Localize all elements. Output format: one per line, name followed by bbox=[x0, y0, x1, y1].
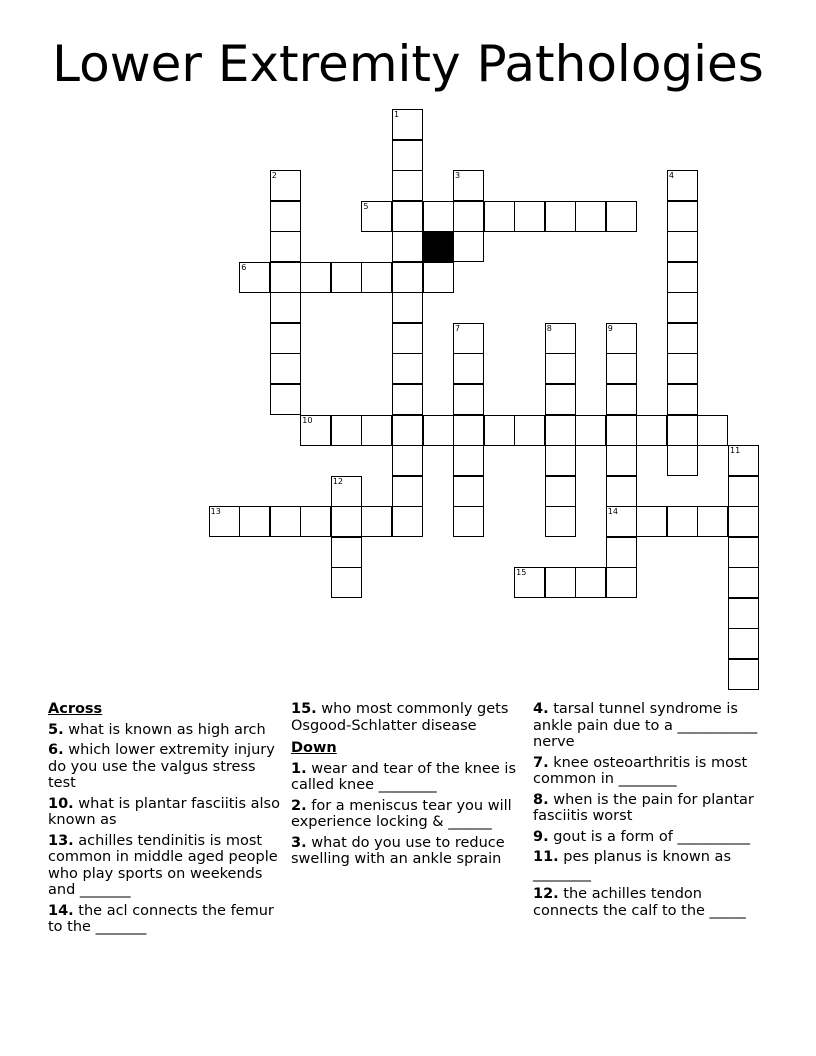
grid-cell[interactable] bbox=[514, 201, 545, 232]
grid-cell[interactable] bbox=[484, 415, 515, 446]
grid-cell[interactable] bbox=[453, 231, 484, 262]
grid-cell[interactable] bbox=[545, 353, 576, 384]
grid-cell[interactable] bbox=[606, 537, 637, 568]
blocked-cell bbox=[423, 231, 454, 262]
cell-number: 11 bbox=[730, 446, 741, 456]
grid-cell[interactable] bbox=[423, 415, 454, 446]
grid-cell[interactable] bbox=[392, 476, 423, 507]
cell-number: 9 bbox=[607, 323, 613, 333]
cell-number: 14 bbox=[607, 507, 618, 517]
grid-cell[interactable] bbox=[667, 353, 698, 384]
clue-down-4 bbox=[533, 701, 765, 751]
grid-cell[interactable] bbox=[300, 506, 331, 537]
clue-down-7 bbox=[533, 755, 765, 788]
grid-cell[interactable] bbox=[606, 323, 637, 354]
grid-cell[interactable] bbox=[575, 201, 606, 232]
clue-text: for a meniscus tear you will experience locking & ______ bbox=[291, 797, 512, 830]
grid-cell[interactable] bbox=[667, 292, 698, 323]
clue-number: 6. bbox=[48, 742, 64, 758]
grid-cell[interactable] bbox=[545, 567, 576, 598]
clues-column-1 bbox=[48, 701, 280, 940]
clue-across-15 bbox=[291, 701, 523, 734]
grid-cell[interactable] bbox=[606, 353, 637, 384]
grid-cell[interactable] bbox=[545, 506, 576, 537]
grid-cell[interactable] bbox=[545, 323, 576, 354]
grid-cell[interactable] bbox=[392, 353, 423, 384]
clue-text: when is the pain for plantar fasciitis worst bbox=[533, 791, 754, 824]
grid-cell[interactable] bbox=[270, 384, 301, 415]
clue-number: 3. bbox=[291, 834, 307, 851]
grid-cell[interactable] bbox=[270, 353, 301, 384]
grid-cell[interactable] bbox=[667, 323, 698, 354]
grid-cell[interactable] bbox=[331, 476, 362, 507]
clue-text: pes planus is known as ________ bbox=[533, 849, 731, 882]
grid-cell[interactable] bbox=[453, 476, 484, 507]
cell-number: 10 bbox=[302, 415, 313, 425]
cell-number: 7 bbox=[455, 323, 461, 333]
grid-cell[interactable] bbox=[575, 567, 606, 598]
grid-cell[interactable] bbox=[239, 506, 270, 537]
grid-cell[interactable] bbox=[331, 415, 362, 446]
grid-cell[interactable] bbox=[545, 415, 576, 446]
clue-number: 8. bbox=[533, 791, 549, 808]
clue-down-2 bbox=[291, 798, 523, 831]
grid-cell[interactable] bbox=[728, 598, 759, 629]
cell-number: 8 bbox=[546, 323, 552, 333]
clue-number: 15. bbox=[291, 701, 317, 717]
clue-down-1 bbox=[291, 761, 523, 794]
grid-cell[interactable] bbox=[636, 415, 667, 446]
grid-cell[interactable] bbox=[392, 506, 423, 537]
clue-number: 4. bbox=[533, 701, 549, 717]
grid-cell[interactable] bbox=[453, 506, 484, 537]
cell-number: 2 bbox=[271, 171, 277, 181]
grid-cell[interactable] bbox=[270, 323, 301, 354]
cell-number: 15 bbox=[516, 568, 527, 578]
grid-cell[interactable] bbox=[667, 384, 698, 415]
cell-number: 12 bbox=[332, 476, 344, 486]
clue-text: the acl connects the femur to the _______ bbox=[48, 902, 274, 935]
clue-across-5 bbox=[48, 722, 280, 739]
down-header: Down bbox=[291, 740, 337, 756]
grid-cell[interactable] bbox=[423, 262, 454, 293]
grid-cell[interactable] bbox=[728, 628, 759, 659]
clue-number: 9. bbox=[533, 828, 549, 845]
clue-down-8 bbox=[533, 792, 765, 825]
grid-cell[interactable] bbox=[728, 476, 759, 507]
clues-column-3 bbox=[533, 701, 765, 923]
grid-cell[interactable] bbox=[453, 384, 484, 415]
grid-cell[interactable] bbox=[606, 506, 637, 537]
cell-number: 1 bbox=[393, 110, 400, 119]
grid-cell[interactable] bbox=[270, 170, 301, 201]
grid-cell[interactable] bbox=[331, 567, 362, 598]
grid-cell[interactable] bbox=[636, 506, 667, 537]
page-title: Lower Extremity Pathologies bbox=[52, 35, 764, 93]
grid-cell[interactable] bbox=[361, 262, 392, 293]
grid-cell[interactable] bbox=[728, 445, 759, 476]
grid-cell[interactable] bbox=[331, 537, 362, 568]
grid-cell[interactable] bbox=[667, 445, 698, 476]
clue-across-14 bbox=[48, 903, 280, 936]
clue-text: wear and tear of the knee is called knee ________ bbox=[291, 760, 517, 793]
grid-cell[interactable] bbox=[728, 659, 759, 690]
grid-cell[interactable] bbox=[545, 384, 576, 415]
grid-cell[interactable] bbox=[545, 201, 576, 232]
clue-text: which lower extremity injury do you use the valgus stress test bbox=[48, 742, 275, 791]
grid-cell[interactable] bbox=[239, 262, 270, 293]
grid-cell[interactable] bbox=[300, 262, 331, 293]
cell-number: 13 bbox=[210, 507, 221, 517]
grid-cell[interactable] bbox=[270, 506, 301, 537]
clue-number: 11. bbox=[533, 849, 559, 865]
clue-number: 12. bbox=[533, 886, 559, 902]
clue-across-6 bbox=[48, 742, 280, 792]
grid-cell[interactable] bbox=[453, 323, 484, 354]
grid-cell[interactable] bbox=[209, 506, 240, 537]
grid-cell[interactable] bbox=[331, 262, 362, 293]
grid-cell[interactable] bbox=[697, 415, 728, 446]
grid-cell[interactable] bbox=[728, 506, 759, 537]
grid-cell[interactable] bbox=[270, 231, 301, 262]
grid-cell[interactable] bbox=[514, 567, 545, 598]
grid-cell[interactable] bbox=[423, 201, 454, 232]
clue-text: what is plantar fasciitis also known as bbox=[48, 795, 280, 828]
grid-cell[interactable] bbox=[667, 506, 698, 537]
grid-cell[interactable] bbox=[606, 415, 637, 446]
grid-cell[interactable] bbox=[545, 476, 576, 507]
grid-cell[interactable] bbox=[361, 506, 392, 537]
grid-cell[interactable] bbox=[667, 415, 698, 446]
grid-cell[interactable] bbox=[606, 201, 637, 232]
grid-cell[interactable] bbox=[392, 262, 423, 293]
grid-cell[interactable] bbox=[728, 567, 759, 598]
grid-cell[interactable] bbox=[361, 201, 392, 232]
clue-text: gout is a form of __________ bbox=[548, 828, 750, 845]
grid-cell[interactable] bbox=[300, 415, 331, 446]
clue-text: who most commonly gets Osgood-Schlatter disease bbox=[291, 701, 509, 734]
grid-cell[interactable] bbox=[606, 567, 637, 598]
grid-cell[interactable] bbox=[606, 384, 637, 415]
clue-text: the achilles tendon connects the calf to the _____ bbox=[533, 886, 746, 919]
grid-cell[interactable] bbox=[392, 109, 423, 140]
clue-down-9 bbox=[533, 829, 765, 846]
clue-across-13 bbox=[48, 833, 280, 899]
grid-cell[interactable] bbox=[697, 506, 728, 537]
grid-cell[interactable] bbox=[575, 415, 606, 446]
clue-text: tarsal tunnel syndrome is ankle pain due to a ___________ nerve bbox=[533, 701, 758, 750]
grid-cell[interactable] bbox=[392, 201, 423, 232]
grid-cell[interactable] bbox=[728, 537, 759, 568]
clue-text: knee osteoarthritis is most common in ________ bbox=[533, 754, 748, 787]
clue-down-11 bbox=[533, 849, 765, 882]
cell-number: 6 bbox=[241, 262, 247, 272]
cell-number: 3 bbox=[455, 171, 461, 181]
clue-number: 10. bbox=[48, 795, 74, 812]
grid-cell[interactable] bbox=[606, 476, 637, 507]
grid-cell[interactable] bbox=[606, 445, 637, 476]
grid-cell[interactable] bbox=[392, 292, 423, 323]
grid-cell[interactable] bbox=[392, 231, 423, 262]
grid-cell[interactable] bbox=[331, 506, 362, 537]
grid-cell[interactable] bbox=[270, 262, 301, 293]
grid-cell[interactable] bbox=[667, 262, 698, 293]
clue-across-10 bbox=[48, 796, 280, 829]
across-header: Across bbox=[48, 701, 103, 717]
grid-cell[interactable] bbox=[453, 415, 484, 446]
grid-cell[interactable] bbox=[453, 353, 484, 384]
cell-number: 4 bbox=[668, 171, 674, 181]
clues-column-2 bbox=[291, 701, 523, 872]
grid-cell[interactable] bbox=[392, 415, 423, 446]
clue-text: what is known as high arch bbox=[63, 721, 266, 738]
grid-cell[interactable] bbox=[392, 323, 423, 354]
grid-cell[interactable] bbox=[484, 201, 515, 232]
clue-text: what do you use to reduce swelling with an ankle sprain bbox=[291, 834, 505, 867]
grid-cell[interactable] bbox=[392, 140, 423, 171]
grid-cell[interactable] bbox=[545, 445, 576, 476]
clue-number: 13. bbox=[48, 832, 74, 849]
clue-number: 5. bbox=[48, 721, 64, 738]
grid-cell[interactable] bbox=[270, 201, 301, 232]
clue-down-12 bbox=[533, 886, 765, 919]
clue-down-3 bbox=[291, 835, 523, 868]
grid-cell[interactable] bbox=[667, 170, 698, 201]
grid-cell[interactable] bbox=[453, 170, 484, 201]
grid-cell[interactable] bbox=[361, 415, 392, 446]
cell-number: 5 bbox=[363, 201, 369, 211]
clue-text: achilles tendinitis is most common in middle aged people who play sports on weekends and _______ bbox=[48, 832, 278, 898]
grid-cell[interactable] bbox=[392, 384, 423, 415]
grid-cell[interactable] bbox=[667, 201, 698, 232]
clue-number: 2. bbox=[291, 797, 307, 814]
grid-cell[interactable] bbox=[270, 292, 301, 323]
clue-number: 7. bbox=[533, 754, 549, 771]
grid-cell[interactable] bbox=[453, 201, 484, 232]
grid-cell[interactable] bbox=[453, 445, 484, 476]
clue-number: 14. bbox=[48, 902, 74, 919]
grid-cell[interactable] bbox=[514, 415, 545, 446]
clue-number: 1. bbox=[291, 760, 307, 777]
grid-cell[interactable] bbox=[667, 231, 698, 262]
grid-cell[interactable] bbox=[392, 170, 423, 201]
grid-cell[interactable] bbox=[392, 445, 423, 476]
